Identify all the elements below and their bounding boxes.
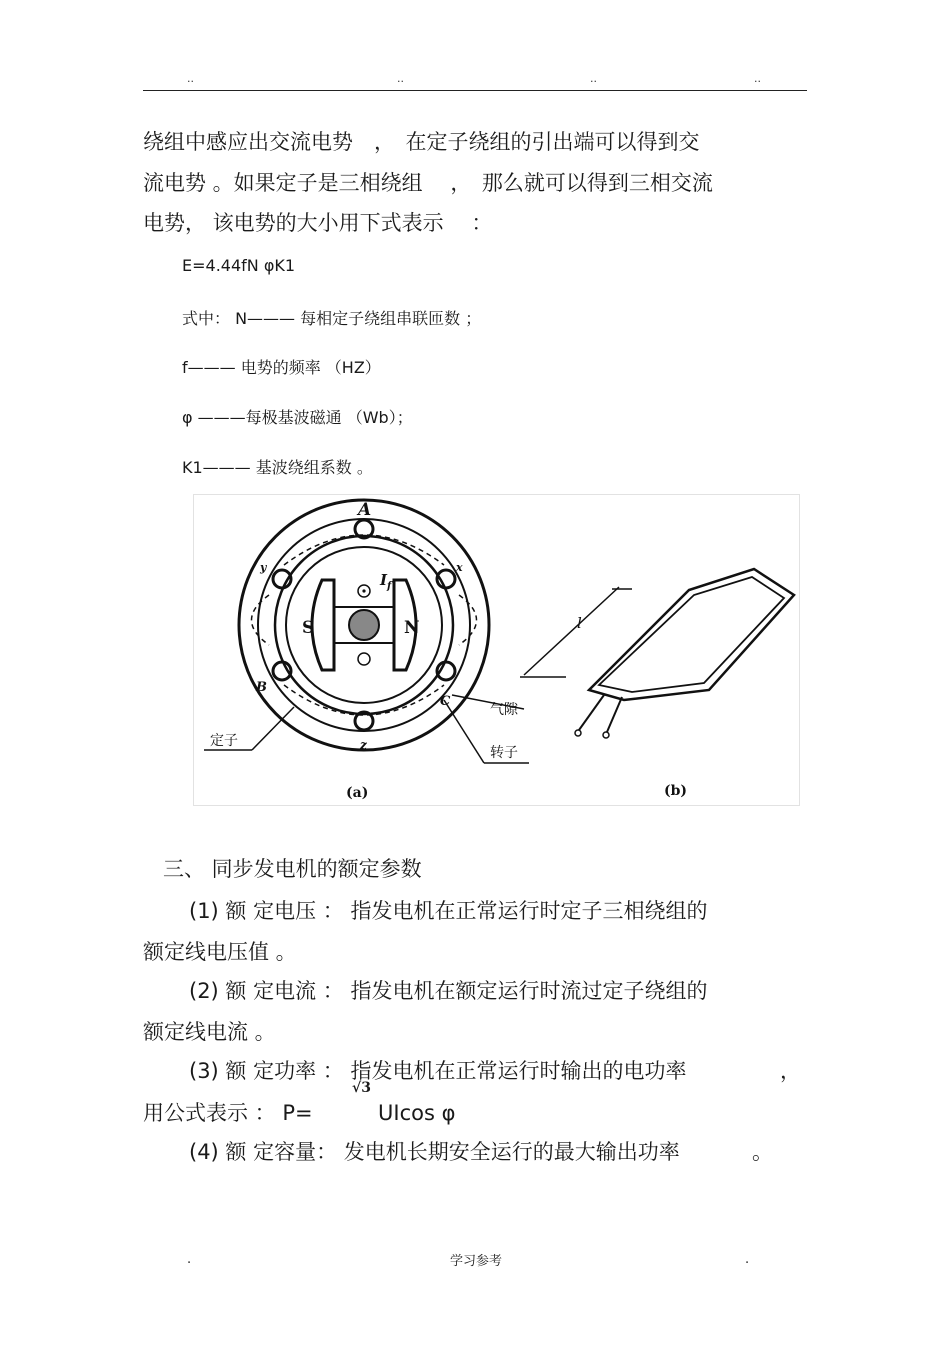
phase-a-label: A (358, 500, 372, 520)
current-dot (362, 589, 365, 592)
figure-a-caption: (a) (346, 785, 369, 801)
air-gap-label: 气隙 (490, 702, 518, 718)
field-current-label: $I_f$ (380, 571, 392, 592)
sqrt3-symbol: √3 (352, 1080, 371, 1096)
coil-diagram (520, 569, 794, 738)
coil-lead-left (579, 695, 604, 730)
pole-s-shoe (312, 580, 334, 670)
rotor-label: 转子 (490, 745, 518, 761)
param-2-line-2: 额定线电流 。 (143, 1020, 276, 1044)
section-title: 三、 同步发电机的额定参数 (163, 857, 422, 881)
param-4-line-1: (4) 额 定容量： 发电机长期安全运行的最大输出功率 (189, 1140, 680, 1164)
length-dimension-line (524, 587, 619, 675)
coil-end-right (459, 595, 477, 645)
definition-k1: K1——— 基波绕组系数 。 (182, 458, 373, 477)
generator-figure (193, 494, 800, 806)
footer-dot-left: . (187, 1252, 192, 1267)
terminal-left (575, 730, 581, 736)
coil-lead-right (607, 697, 622, 732)
phase-y-label: y (260, 561, 267, 574)
emf-equation: E=4.44fN φK1 (182, 256, 296, 275)
pole-s-label: S (302, 618, 315, 638)
power-formula: UIcos φ (378, 1101, 456, 1125)
definition-f: f——— 电势的频率 （HZ） (182, 358, 381, 377)
param-3-line-1: (3) 额 定功率 ： 指发电机在正常运行时输出的电功率 (189, 1059, 687, 1083)
rotor-shaft (349, 610, 379, 640)
coil-end-left (252, 595, 270, 645)
terminal-right (603, 732, 609, 738)
param-4-period: 。 (752, 1140, 773, 1164)
intro-line-3: 电势， 该电势的大小用下式表示 ： (143, 211, 493, 235)
header-dot-3: .. (590, 72, 597, 85)
generator-diagram (194, 495, 799, 805)
param-3-line-2: 用公式表示 ： P= (143, 1101, 313, 1125)
stator-diagram (204, 500, 529, 763)
header-rule (143, 90, 807, 91)
header-dot-4: .. (754, 72, 761, 85)
footer-label: 学习参考 (450, 1254, 503, 1269)
figure-b-caption: (b) (664, 783, 688, 799)
phase-x-label: x (456, 561, 463, 574)
length-label: l (577, 614, 582, 632)
definition-n: 式中： N——— 每相定子绕组串联匝数 ； (182, 309, 482, 328)
intro-line-1: 绕组中感应出交流电势 ， 在定子绕组的引出端可以得到交 (143, 130, 700, 154)
pole-n-label: N (404, 618, 420, 638)
header-dot-1: .. (187, 72, 194, 85)
param-3-comma: ， (780, 1059, 801, 1083)
param-2-line-1: (2) 额 定电流 ： 指发电机在额定运行时流过定子绕组的 (189, 979, 708, 1003)
param-1-line-1: (1) 额 定电压 ： 指发电机在正常运行时定子三相绕组的 (189, 899, 708, 923)
definition-phi: φ ———每极基波磁通 （Wb）； (182, 408, 413, 427)
footer-dot-right: . (745, 1252, 750, 1267)
phase-z-label: z (360, 738, 367, 752)
current-out-symbol (358, 653, 370, 665)
phase-c-label: C (440, 694, 451, 709)
intro-line-2: 流电势 。如果定子是三相绕组 ， 那么就可以得到三相交流 (143, 171, 713, 195)
coil-inner-loop (599, 577, 784, 692)
stator-label: 定子 (210, 733, 238, 749)
phase-b-label: B (256, 680, 267, 695)
stator-leader (252, 707, 294, 750)
param-1-line-2: 额定线电压值 。 (143, 940, 297, 964)
header-dot-2: .. (397, 72, 404, 85)
rotor-leader (444, 700, 484, 763)
